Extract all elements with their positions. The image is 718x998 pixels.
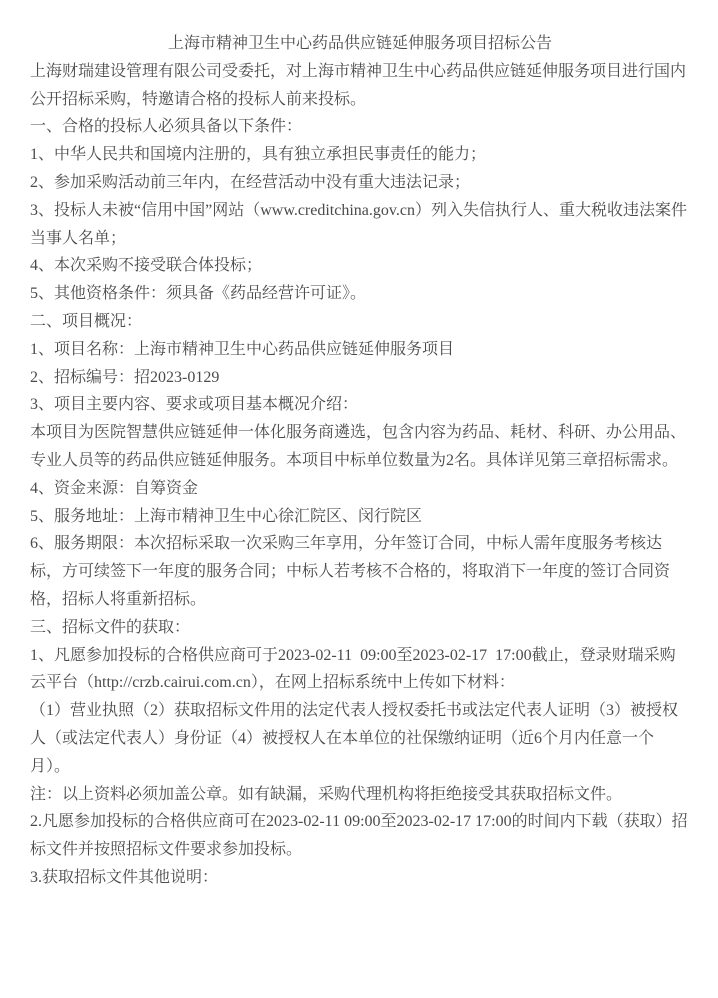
doc-paragraph: 5、其他资格条件：须具备《药品经营许可证》。: [30, 285, 367, 303]
doc-section-3-heading: 三、招标文件的获取：: [30, 618, 191, 636]
doc-paragraph-note: 注：以上资料必须加盖公章。如有缺漏，采购代理机构将拒绝接受其获取招标文件。: [30, 785, 623, 803]
doc-paragraph: 1、项目名称：上海市精神卫生中心药品供应链延伸服务项目: [30, 340, 455, 358]
doc-paragraph: 5、服务地址：上海市精神卫生中心徐汇院区、闵行院区: [30, 507, 423, 525]
doc-paragraph: 3、投标人未被“信用中国”网站（www.creditchina.gov.cn）列入失信执行人、重大税收违法案件当事人名单；: [30, 201, 687, 247]
doc-paragraph: 3、项目主要内容、要求或项目基本概况介绍：: [30, 396, 359, 414]
doc-paragraph-intro: 上海财瑞建设管理有限公司受委托，对上海市精神卫生中心药品供应链延伸服务项目进行国内公开招标采购，特邀请合格的投标人前来投标。: [30, 62, 687, 108]
doc-title: 上海市精神卫生中心药品供应链延伸服务项目招标公告: [167, 35, 552, 52]
doc-section-2-heading: 二、项目概况：: [30, 312, 143, 330]
doc-paragraph: 2、参加采购活动前三年内，在经营活动中没有重大违法记录；: [30, 173, 471, 191]
doc-paragraph: 1、中华人民共和国境内注册的，具有独立承担民事责任的能力；: [30, 146, 487, 164]
doc-paragraph: 本项目为医院智慧供应链延伸一体化服务商遴选，包含内容为药品、耗材、科研、办公用品、专业人员等的药品供应链延伸服务。本项目中标单位数量为2名。具体详见第三章招标需求。: [30, 424, 687, 469]
doc-paragraph: 6、服务期限：本次招标采取一次采购三年享用，分年签订合同，中标人需年度服务考核达标，方可续签下一年度的服务合同；中标人若考核不合格的，将取消下一年度的签订合同资格，招标人将重新招标。: [30, 535, 671, 608]
doc-paragraph: 2.凡愿参加投标的合格供应商可在2023-02-11 09:00至2023-02-17 17:00的时间内下载（获取）招标文件并按照招标文件要求参加投标。: [30, 813, 688, 859]
doc-paragraph: （1）营业执照（2）获取招标文件用的法定代表人授权委托书或法定代表人证明（3）被授权人（或法定代表人）身份证（4）被授权人在本单位的社保缴纳证明（近6个月内任意一个月）。: [30, 702, 679, 775]
doc-paragraph: 1、凡愿参加投标的合格供应商可于2023-02-11 09:00至2023-02-17 17:00截止，登录财瑞采购云平台（http://crzb.cairui.com.cn），在网上招标系统中上传如下材料：: [30, 646, 676, 692]
doc-paragraph: 4、资金来源：自筹资金: [30, 479, 199, 497]
doc-paragraph: 2、招标编号：招2023-0129: [30, 368, 220, 386]
doc-section-1-heading: 一、合格的投标人必须具备以下条件：: [30, 118, 303, 136]
doc-paragraph: 3.获取招标文件其他说明：: [30, 868, 219, 886]
doc-paragraph: 4、本次采购不接受联合体投标；: [30, 257, 263, 275]
